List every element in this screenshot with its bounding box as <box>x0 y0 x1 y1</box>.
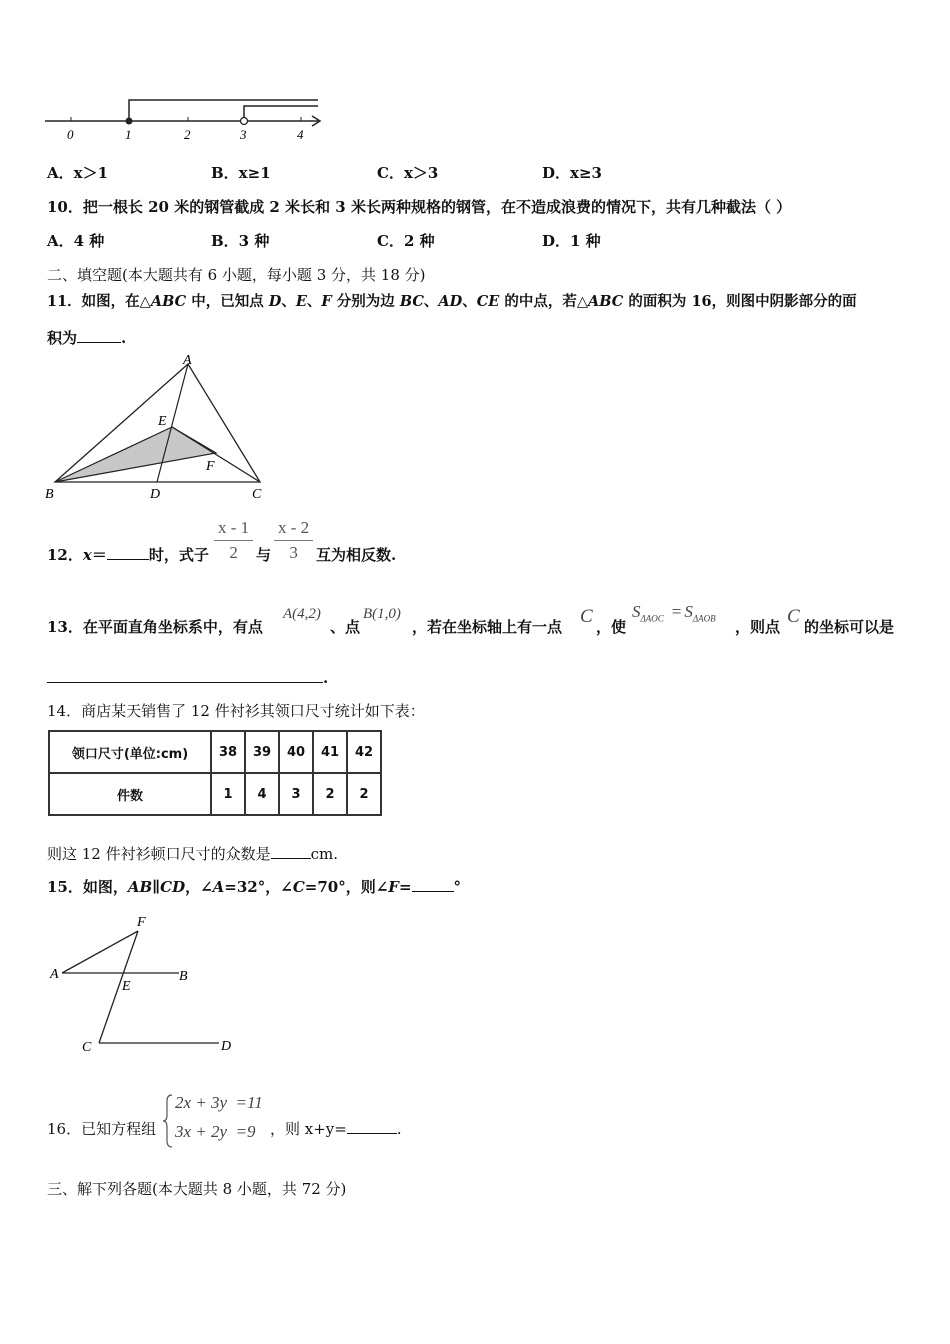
q11-part: E <box>295 293 307 310</box>
q11-text-line2 <box>47 327 126 348</box>
fraction-2 <box>274 518 313 563</box>
area-s2: S <box>684 602 693 621</box>
table-row <box>49 773 381 815</box>
q10-option-b: B．3 种 <box>211 232 270 250</box>
q11-part: D <box>268 293 282 310</box>
q13-end: . <box>323 669 329 687</box>
line-af <box>62 931 138 973</box>
q16-part: . <box>396 1120 402 1138</box>
q11-part: ABC <box>588 293 624 310</box>
q15-part: =70°，则∠ <box>304 878 389 896</box>
q12-part: x <box>82 546 92 564</box>
q12-part: 时，式子 <box>148 546 209 564</box>
table-cell: 1 <box>211 773 245 815</box>
equation-2: 3x + 2y =9 <box>175 1122 256 1141</box>
fraction-2-denominator: 3 <box>289 543 298 562</box>
label-c: C <box>252 487 262 502</box>
q15-part: =32°，∠ <box>224 878 293 896</box>
q13-mid2: ，使 <box>596 618 627 636</box>
solid-dot-1 <box>126 118 133 125</box>
q14-after <box>47 843 338 864</box>
label-f: F <box>206 459 215 474</box>
q14-text: 14．商店某天销售了 12 件衬衫其领口尺寸统计如下表： <box>47 702 425 720</box>
q13-answer-line <box>47 668 328 687</box>
q9-option-c: C．x＞3 <box>377 164 439 182</box>
q13-prefix: 13．在平面直角坐标系中，有点 <box>47 618 263 636</box>
answer-blank[interactable] <box>271 844 311 859</box>
q11-part: . <box>121 329 127 347</box>
label-f: F <box>137 915 146 930</box>
tick-label: 2 <box>184 127 191 142</box>
q13-mid3: ，则点 <box>735 618 781 636</box>
table-cell: 40 <box>279 731 313 773</box>
q11-part: 、 <box>462 293 477 310</box>
solution-bracket-1 <box>129 100 318 121</box>
q11-part: 积为 <box>47 329 78 347</box>
tick-label: 1 <box>125 127 132 142</box>
fraction-1 <box>214 518 253 563</box>
label-e: E <box>158 414 167 429</box>
q10-option-d: D．1 种 <box>542 232 601 250</box>
tick-label: 3 <box>240 127 247 142</box>
q11-part: 的中点，若△ <box>499 293 589 310</box>
q15-part: AB∥CD <box>127 878 186 896</box>
fraction-bar <box>274 540 313 541</box>
q11-part: AD <box>438 293 463 310</box>
hollow-dot-3 <box>241 118 248 125</box>
tick-label: 0 <box>67 127 74 142</box>
label-d: D <box>150 487 161 502</box>
q13-mid: ，若在坐标轴上有一点 <box>412 618 563 636</box>
q9-option-b: B．x≥1 <box>211 164 271 182</box>
section-3-heading: 三、解下列各题(本大题共 8 小题，共 72 分) <box>47 1180 347 1198</box>
q9-option-d: D．x≥3 <box>542 164 602 182</box>
q9-option-a: A．x＞1 <box>47 164 109 182</box>
table-header-cell: 领口尺寸(单位:cm) <box>49 731 211 773</box>
fraction-1-denominator: 2 <box>229 543 238 562</box>
q12-text <box>47 544 209 565</box>
q13-suffix: 的坐标可以是 <box>804 618 895 636</box>
table-cell: 2 <box>347 773 381 815</box>
q15-part: = <box>398 878 412 896</box>
q11-part: 中，已知点 <box>186 293 269 310</box>
shaded-triangle-bef <box>55 427 216 482</box>
label-d: D <box>221 1039 232 1054</box>
q11-part: 的面积为 16，则图中阴影部分的面 <box>623 293 857 310</box>
label-e: E <box>122 979 131 994</box>
area-s1: S <box>632 602 641 621</box>
label-b: B <box>179 969 188 984</box>
size-table <box>48 730 382 816</box>
q16-part: ，则 x+y= <box>270 1120 347 1138</box>
answer-blank[interactable] <box>107 545 149 560</box>
number-line-figure <box>40 92 330 144</box>
equation-1: 2x + 3y =11 <box>175 1093 263 1112</box>
q15-part: F <box>388 878 399 896</box>
table-cell: 39 <box>245 731 279 773</box>
label-b: B <box>45 487 54 502</box>
q15-part: ° <box>453 878 462 896</box>
q15-part: 15．如图， <box>47 878 128 896</box>
q11-part: 、 <box>281 293 296 310</box>
parallel-lines-figure <box>44 908 244 1058</box>
q12-part: 12． <box>47 546 83 564</box>
section-2-heading: 二、填空题(本大题共有 6 小题，每小题 3 分，共 18 分) <box>47 266 426 284</box>
q11-part: F <box>321 293 332 310</box>
table-cell: 41 <box>313 731 347 773</box>
q11-text <box>47 290 857 311</box>
point-a: A(4,2) <box>283 606 321 622</box>
q10-text: 10．把一根长 20 米的钢管截成 2 米长和 3 米长两种规格的钢管，在不造成浪费的情况下，共有几种截法（ ） <box>47 198 792 216</box>
q12-and: 与 <box>256 546 272 564</box>
answer-blank[interactable] <box>77 328 121 343</box>
table-header-cell: 件数 <box>49 773 211 815</box>
fraction-bar <box>214 540 253 541</box>
q15-text <box>47 876 461 897</box>
table-row <box>49 731 381 773</box>
q15-part: A <box>212 878 225 896</box>
q14-part: 则这 12 件衬衫顿口尺寸的众数是 <box>47 845 271 863</box>
label-c: C <box>82 1040 92 1055</box>
system-brace-icon <box>162 1093 174 1149</box>
q12-suffix: 互为相反数. <box>316 546 397 564</box>
triangle-figure <box>40 352 280 504</box>
tick-label: 4 <box>297 127 304 142</box>
area-s1-sub: ΔAOC <box>640 613 664 624</box>
table-cell: 42 <box>347 731 381 773</box>
fraction-1-numerator: x - 1 <box>218 518 250 537</box>
q11-part: ABC <box>150 293 187 310</box>
table-cell: 4 <box>245 773 279 815</box>
q11-part: CE <box>476 293 500 310</box>
table-cell: 38 <box>211 731 245 773</box>
q15-part: C <box>292 878 305 896</box>
fraction-2-numerator: x - 2 <box>278 518 310 537</box>
table-cell: 3 <box>279 773 313 815</box>
q16-suffix <box>270 1118 402 1139</box>
q11-part: 、 <box>306 293 322 310</box>
label-a: A <box>183 353 192 368</box>
area-eq: = <box>671 602 682 621</box>
solution-bracket-3 <box>244 106 318 121</box>
area-s2-sub: ΔAOB <box>692 613 716 624</box>
q15-part: ，∠ <box>185 878 213 896</box>
q11-part: BC <box>399 293 424 310</box>
line-fc <box>99 931 138 1043</box>
q10-option-c: C．2 种 <box>377 232 435 250</box>
point-c: C <box>580 606 593 627</box>
answer-blank[interactable] <box>47 668 323 683</box>
q11-part: 、 <box>423 293 439 310</box>
q10-option-a: A．4 种 <box>47 232 105 250</box>
area-expression <box>632 602 716 623</box>
q14-part: cm. <box>310 845 339 863</box>
q11-part: 11．如图，在△ <box>47 293 151 310</box>
answer-blank[interactable] <box>412 877 454 892</box>
label-a: A <box>50 967 59 982</box>
answer-blank[interactable] <box>347 1119 397 1134</box>
q16-prefix: 16．已知方程组 <box>47 1120 157 1138</box>
point-b: B(1,0) <box>363 606 401 622</box>
table-cell: 2 <box>313 773 347 815</box>
q12-part: ＝ <box>91 546 107 564</box>
q13-sep: 、点 <box>330 618 361 636</box>
q11-part: 分别为边 <box>331 293 400 310</box>
point-c-2: C <box>787 606 800 627</box>
